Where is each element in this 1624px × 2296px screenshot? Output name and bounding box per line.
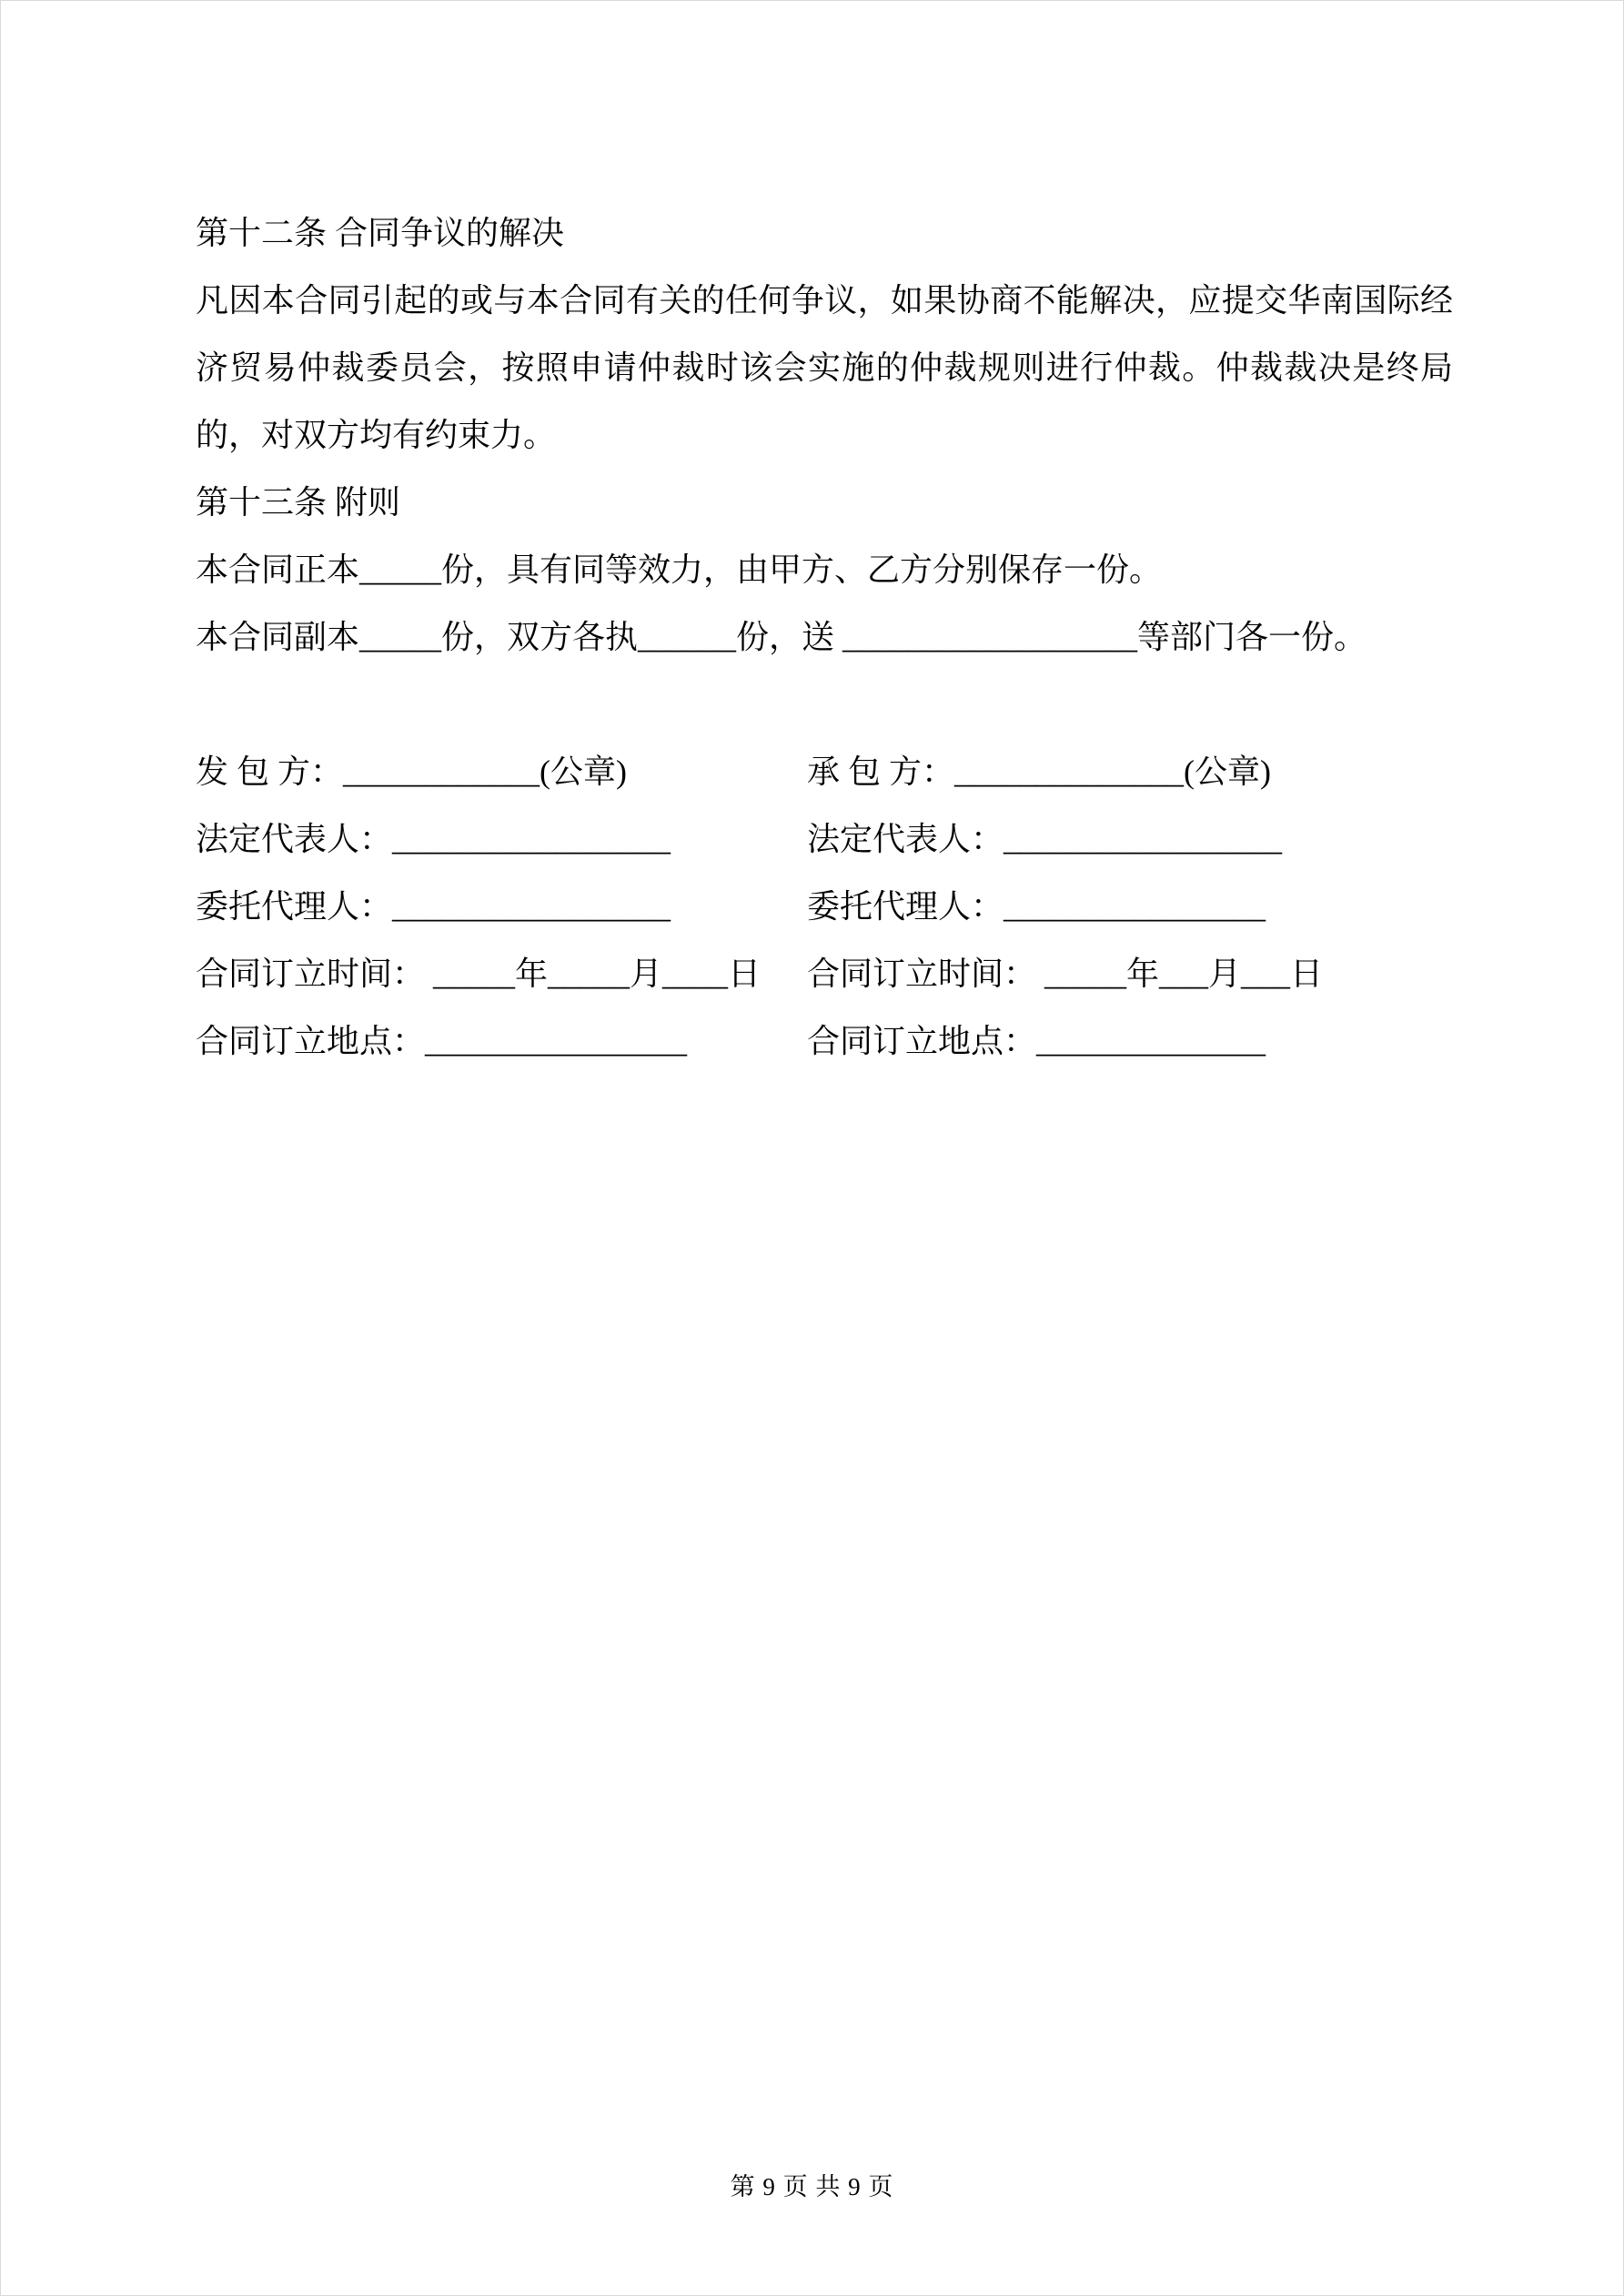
article-13-heading: 第十三条 附则 [196, 484, 401, 521]
party-a-seal-line: 发 包 方：____________(公章) [196, 754, 627, 790]
party-a-date-line: 合同订立时间： _____年_____月____日 [196, 956, 762, 992]
contract-content [196, 199, 1453, 1075]
party-a-agent-line: 委托代理人：_________________ [196, 888, 671, 925]
party-b-seal-line: 承 包 方：______________(公章) [807, 754, 1271, 790]
article-12-heading: 第十二条 合同争议的解决 [196, 215, 565, 251]
party-a-place-line: 合同订立地点：________________ [196, 1023, 688, 1059]
signature-block [196, 738, 1453, 1075]
party-b-place-line: 合同订立地点：______________ [807, 1023, 1266, 1059]
party-b-date-line: 合同订立时间： _____年___月___日 [807, 956, 1324, 992]
duplicate-copies-line: 本合同副本_____份，双方各执______份，送 __________________等部门各一份。 [196, 619, 1367, 655]
party-b-legal-rep-line: 法定代表人：_________________ [807, 821, 1283, 857]
article-12-body: 凡因本合同引起的或与本合同有关的任何争议，如果协商不能解决，应提交华南国际经济贸易仲裁委员会，按照申请仲裁时该会实施的仲裁规则进行仲裁。仲裁裁决是终局的，对双方均有约束力。 [196, 282, 1453, 453]
page-number-footer: 第 9 页 共 9 页 [730, 2173, 894, 2200]
party-b-agent-line: 委托代理人：________________ [807, 888, 1266, 925]
party-a-legal-rep-line: 法定代表人：_________________ [196, 821, 671, 857]
original-copies-line: 本合同正本_____份，具有同等效力，由甲方、乙方分别保存一份。 [196, 551, 1163, 588]
